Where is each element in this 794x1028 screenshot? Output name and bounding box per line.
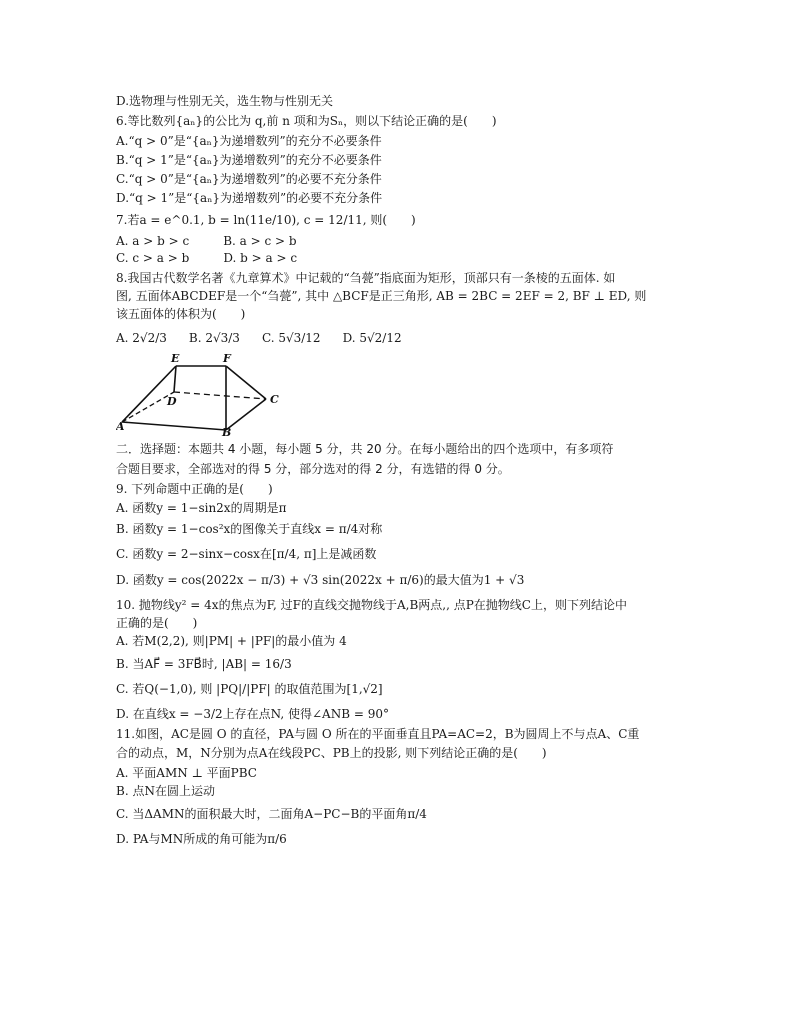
q7-stem: 7.若a = e^0.1, b = ln(11e/10), c = 12/11, 则( ) bbox=[116, 213, 416, 227]
label-c: C bbox=[270, 393, 279, 406]
edge-ab bbox=[122, 422, 226, 430]
q9-option-c: C. 函数y = 2−sinx−cosx在[π/4, π]上是减函数 bbox=[116, 547, 377, 561]
q8-stem-line2: 图, 五面体ABCDEF是一个“刍甍”, 其中 △BCF是正三角形, AB = 2BC = 2EF = 2, BF ⊥ ED, 则 bbox=[116, 289, 647, 303]
q10-option-c: C. 若Q(−1,0), 则 |PQ|/|PF| 的取值范围为[1,√2] bbox=[116, 682, 383, 696]
section2-heading-line1: 二．选择题：本题共 4 小题，每小题 5 分，共 20 分。在每小题给出的四个选项中，有多项符 bbox=[116, 442, 614, 456]
q7-options-row2 bbox=[116, 250, 331, 266]
q11-option-c: C. 当ΔAMN的面积最大时，二面角A−PC−B的平面角π/4 bbox=[116, 807, 427, 821]
q6-option-c: C.“q > 0”是“{aₙ}为递增数列”的必要不充分条件 bbox=[116, 172, 382, 186]
q9-option-d: D. 函数y = cos(2022x − π/3) + √3 sin(2022x + π/6)的最大值为1 + √3 bbox=[116, 573, 525, 587]
q11-option-b: B. 点N在圆上运动 bbox=[116, 784, 215, 798]
q10-stem-line2: 正确的是( ) bbox=[116, 616, 198, 630]
pentahedron-figure bbox=[116, 352, 286, 436]
q6-option-b: B.“q > 1”是“{aₙ}为递增数列”的充分不必要条件 bbox=[116, 153, 382, 167]
q8-option-d: D. 5√2/12 bbox=[342, 331, 402, 345]
q10-stem-line1: 10. 抛物线y² = 4x的焦点为F, 过F的直线交抛物线于A,B两点,, 点P在抛物线C上，则下列结论中 bbox=[116, 598, 627, 612]
q11-stem-line2: 合的动点，M，N分别为点A在线段PC、PB上的投影, 则下列结论正确的是( ) bbox=[116, 746, 547, 760]
q8-option-b: B. 2√3/3 bbox=[188, 331, 240, 345]
q8-option-a: A. 2√2/3 bbox=[116, 331, 167, 345]
q5-option-d: D.选物理与性别无关，选生物与性别无关 bbox=[116, 94, 334, 108]
q11-option-a: A. 平面AMN ⊥ 平面PBC bbox=[116, 766, 257, 780]
label-a: A bbox=[116, 420, 125, 433]
label-b: B bbox=[222, 426, 232, 436]
label-f: F bbox=[223, 352, 231, 365]
q7-option-d: D. b > a > c bbox=[223, 251, 298, 265]
q8-option-c: C. 5√3/12 bbox=[261, 331, 321, 345]
q6-option-d: D.“q > 1”是“{aₙ}为递增数列”的必要不充分条件 bbox=[116, 191, 383, 205]
q9-option-b: B. 函数y = 1−cos²x的图像关于直线x = π/4对称 bbox=[116, 522, 383, 536]
q6-option-a: A.“q > 0”是“{aₙ}为递增数列”的充分不必要条件 bbox=[116, 134, 382, 148]
q7-option-a: A. a > b > c bbox=[116, 234, 190, 248]
q10-option-a: A. 若M(2,2), 则|PM| + |PF|的最小值为 4 bbox=[116, 634, 347, 648]
q9-stem: 9. 下列命题中正确的是( ) bbox=[116, 482, 273, 496]
edge-ed bbox=[174, 366, 176, 392]
q7-options-row1 bbox=[116, 233, 331, 249]
q10-option-d: D. 在直线x = −3/2上存在点N, 使得∠ANB = 90° bbox=[116, 707, 389, 721]
q6-stem: 6.等比数列{aₙ}的公比为 q,前 n 项和为Sₙ，则以下结论正确的是( ) bbox=[116, 114, 497, 128]
q8-options bbox=[116, 330, 424, 346]
q7-option-c: C. c > a > b bbox=[116, 251, 190, 265]
q11-option-d: D. PA与MN所成的角可能为π/6 bbox=[116, 832, 287, 846]
edge-ae bbox=[122, 366, 176, 422]
edge-bc bbox=[226, 399, 266, 430]
section2-heading-line2: 合题目要求，全部选对的得 5 分，部分选对的得 2 分，有选错的得 0 分。 bbox=[116, 462, 510, 476]
label-d: D bbox=[167, 395, 177, 408]
q8-stem-line3: 该五面体的体积为( ) bbox=[116, 307, 246, 321]
edge-dc-hidden bbox=[174, 392, 266, 399]
label-e: E bbox=[171, 352, 180, 365]
q7-option-b: B. a > c > b bbox=[223, 234, 297, 248]
q8-stem-line1: 8.我国古代数学名著《九章算术》中记载的“刍甍”指底面为矩形，顶部只有一条棱的五面体. 如 bbox=[116, 271, 616, 285]
q9-option-a: A. 函数y = 1−sin2x的周期是π bbox=[116, 501, 287, 515]
q10-option-b: B. 当AF⃗ = 3FB⃗时, |AB| = 16/3 bbox=[116, 657, 292, 671]
edge-fc bbox=[226, 366, 266, 399]
q11-stem-line1: 11.如图，AC是圆 O 的直径，PA与圆 O 所在的平面垂直且PA=AC=2，B为圆周上不与点A、C重 bbox=[116, 727, 640, 741]
